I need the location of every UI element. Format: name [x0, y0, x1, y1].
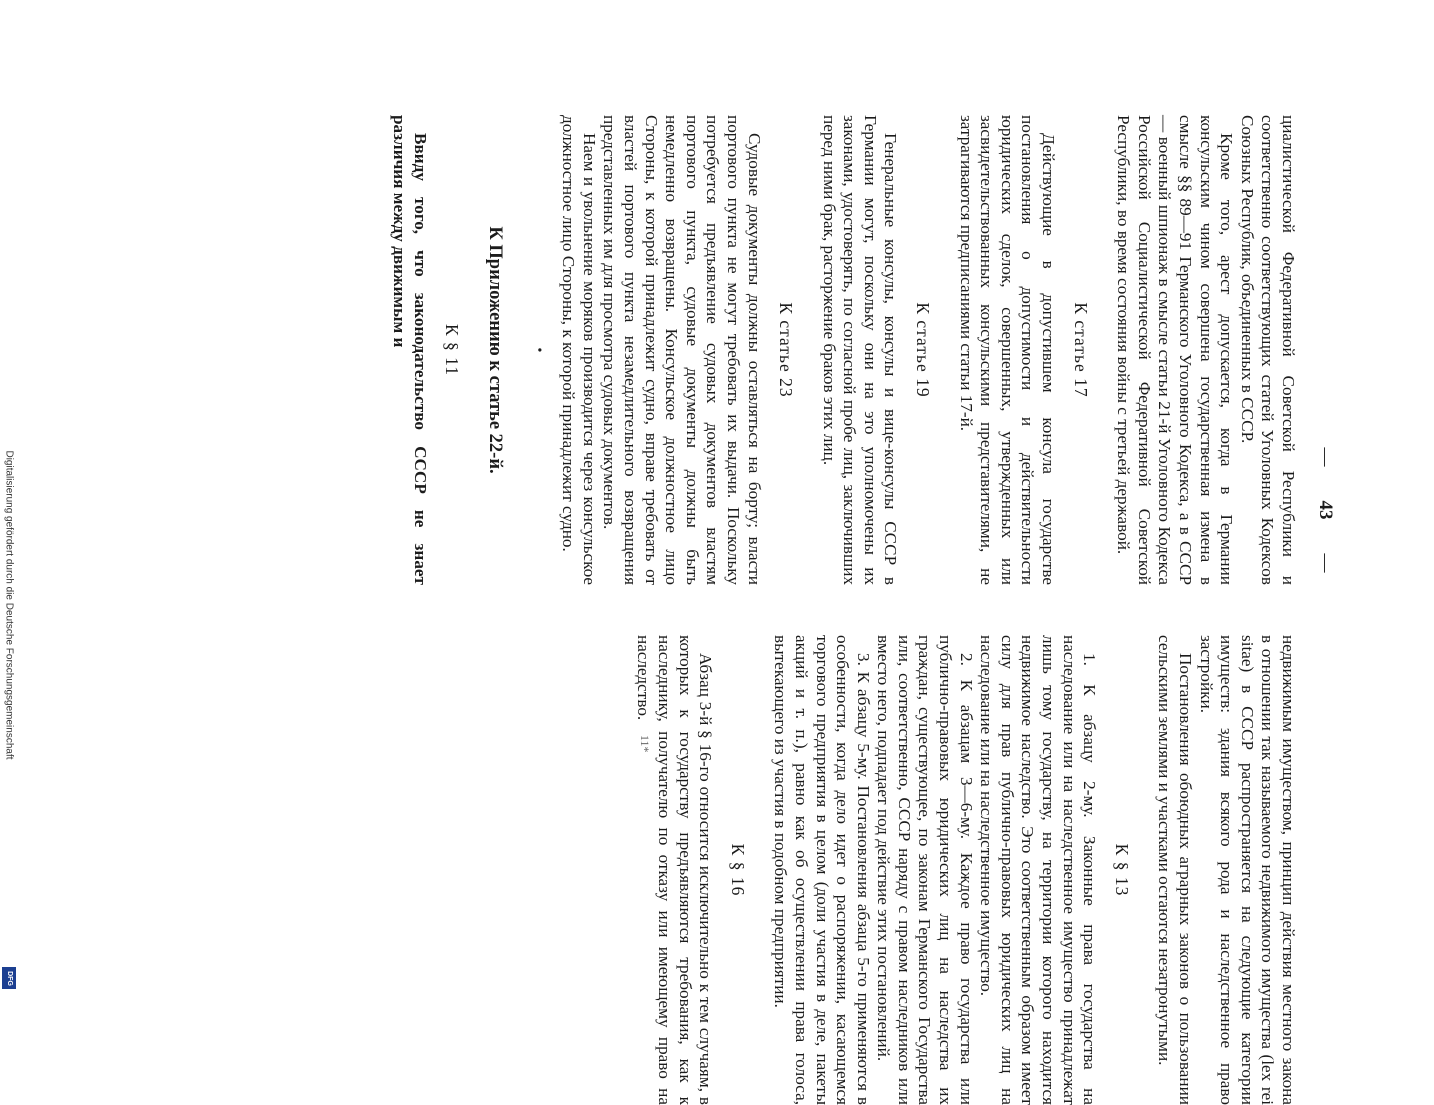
credit-text: Digitalisierung gefördert durch die Deutsche Forschungsgemeinschaft — [3, 450, 15, 760]
digitization-credit — [0, 0, 18, 1000]
section-heading: К § 16 — [727, 843, 748, 897]
section-heading: К § 13 — [1111, 843, 1132, 897]
page-number: 43 — [1315, 500, 1336, 520]
section-heading: К § 11 — [442, 323, 463, 377]
paragraph: 3. К абзацу 5-му. Постановления абзаца 5-го применяются в особенности, когда дело идет о распоряжении, касающемся торгового предприятия в целом (доли участия в деле, пакеты акций и т. п.), равно как об осуществлении права голоса, вытекающего из участия в подобном предприятии. — [771, 635, 873, 1105]
dfg-logo-icon: DFG — [2, 967, 16, 989]
paragraph: Судовые документы должны оставляться на борту; власти портового пункта не могут требовать их выдачи. Поскольку потребуется предъявление судовых документов властям портового пункта, судовые документы должны быть немедленно возвращены. Консульское должностное лицо Стороны, к которой принадлежит судно, вправе требовать от властей портового пункта незамедлительного возвращения представленных им для просмотра судовых документов. — [600, 115, 764, 585]
paragraph: недвижимым имуществом, принцип действия местного закона в отношении так называемого недвижимого имущества (lex rei sitae) в СССР распространяется на следующие категории имуществ: здания всякого рода и наследственное право застройки. — [1196, 635, 1298, 1105]
section-heading: К Приложению к статье 22-й. — [485, 226, 505, 474]
section-heading: К статье 19 — [913, 302, 934, 398]
header-dash-left: — — [1315, 447, 1336, 467]
paragraph: Действующие в допустившем консула государстве постановления о допустимости и действительности юридических сделок, совершенных, утвержденных или засвидетельствованных консульскими представителями, не затрагиваются предписаниями статьи 17-й. — [956, 115, 1059, 585]
signature-mark: 11* — [638, 735, 652, 753]
section-heading: К статье 17 — [1070, 302, 1091, 398]
page-header — [1310, 95, 1340, 925]
paragraph: Ввиду того, что законодательство СССР не знает различия между движимым и — [390, 115, 430, 585]
paragraph: Абзац 3-й § 16-го относится исключительно к тем случаям, в которых к государству предъявляются требования, как к наследнику, получателю по отказу или имеющему право на наследство. — [634, 635, 716, 1105]
header-dash-right: — — [1315, 553, 1336, 573]
paragraph: 2. К абзацам 3—6-му. Каждое право государства или публично-правовых юридических лиц на наследства их граждан, существующее, по законам Германского Государства или, соответственно, СССР наряду с правом наследников или вместо него, подпадает под действие этих постановлений. — [874, 635, 976, 1105]
paragraph: Генеральные консулы, консулы и вице-консулы СССР в Германии могут, поскольку они на это уполномочены их законами, удостоверять, по согласной пробе лиц, заключивших перед ними брак, расторжение браков этих лиц. — [819, 115, 901, 585]
bullet-mark: • — [530, 347, 546, 353]
paragraph: Наем и увольнение моряков производится через консульское должностное лицо Стороны, к которой принадлежит судно. — [559, 115, 599, 585]
paragraph: циалистической Федеративной Советской Республики и соответственно соответствующих статей Уголовных Кодексов Союзных Республик, объединенных в СССР. — [1237, 115, 1298, 585]
right-column — [633, 635, 1298, 1105]
scanned-page — [160, 95, 1340, 1105]
paragraph: Кроме того, арест допускается, когда в Германии консульским чином совершена государственная измена в смысле §§ 89—91 Германского Уголовного Кодекса, а в СССР — военный шпионаж в смысле статьи 21-й Уголовного Кодекса Российской Социалистической Федеративной Советской Республики, во время состояния войны с третьей державой. — [1114, 115, 1237, 585]
section-heading: К статье 23 — [776, 302, 797, 398]
paragraph: 1. К абзацу 2-му. Законные права государства на наследование или на наследственное имущество принадлежат лишь тому государству, на территории которого находится недвижимое наследство. Это соответственным образом имеет силу для прав публично-правовых юридических лиц на наследование или на наследственное имущество. — [977, 635, 1100, 1105]
left-column — [389, 115, 1298, 585]
paragraph: Постановления обоюдных аграрных законов о пользовании сельскими землями и участками остаются незатронутыми. — [1155, 635, 1196, 1105]
